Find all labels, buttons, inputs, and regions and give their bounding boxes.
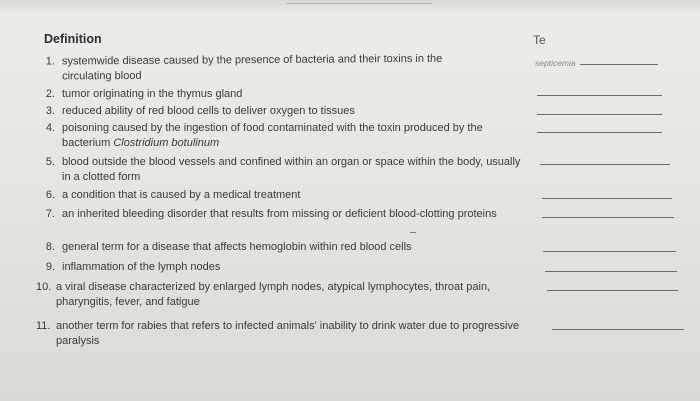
answer-line-6[interactable] [542, 198, 672, 199]
term-answer-sample: septicemia [535, 58, 576, 68]
item-number: 2. [45, 88, 55, 100]
answer-line-3[interactable] [537, 114, 662, 115]
item-text: inflammation of the lymph nodes [62, 261, 221, 273]
item-text: systemwide disease caused by the presence of bacteria and their toxins in the circulating blood [61, 52, 443, 83]
answer-line-8[interactable] [543, 251, 676, 252]
item-number: 5. [45, 156, 55, 168]
organism-name: Clostridium botulinum [113, 137, 220, 149]
item-text: blood outside the blood vessels and confined within an organ or space within the body, usually in a clotted form [62, 156, 521, 183]
item-text: tumor originating in the thymus gland [62, 88, 243, 100]
stray-mark [410, 232, 416, 233]
item-number: 11. [36, 320, 51, 332]
definition-item-8 [42, 240, 492, 255]
item-text: a condition that is caused by a medical treatment [62, 189, 301, 201]
item-number: 1. [45, 55, 55, 68]
item-number: 10. [36, 281, 52, 293]
definition-item-4 [42, 121, 512, 151]
definition-item-11 [36, 319, 536, 349]
answer-line-4[interactable] [537, 132, 662, 133]
term-heading: Te [533, 33, 546, 47]
item-number: 7. [45, 208, 55, 220]
item-text: a viral disease characterized by enlarged lymph nodes, atypical lymphocytes, throat pain, pharyngitis, fever, and fatigue [56, 281, 491, 308]
answer-line-5[interactable] [540, 164, 670, 165]
answer-line-7[interactable] [542, 217, 674, 218]
answer-line-2[interactable] [537, 95, 662, 96]
item-number: 6. [45, 189, 55, 201]
item-text: general term for a disease that affects hemoglobin within red blood cells [62, 241, 412, 253]
item-number: 9. [45, 261, 55, 273]
item-number: 3. [45, 105, 55, 117]
item-text: reduced ability of red blood cells to deliver oxygen to tissues [62, 105, 355, 117]
definition-item-9 [42, 260, 492, 275]
item-text: an inherited bleeding disorder that results from missing or deficient blood-clotting proteins [62, 208, 497, 220]
item-number: 8. [45, 241, 55, 253]
top-rule [286, 3, 432, 4]
item-text: poisoning caused by the ingestion of food contaminated with the toxin produced by the bacterium Clostridium botulinum [62, 122, 483, 149]
answer-line-1[interactable] [580, 64, 658, 65]
definition-item-2 [42, 87, 492, 102]
definition-item-1 [42, 51, 492, 84]
definition-item-7 [42, 207, 512, 222]
item-number: 4. [45, 122, 55, 134]
item-text: another term for rabies that refers to infected animals' inability to drink water due to progressive paralysis [56, 320, 520, 347]
answer-line-10[interactable] [547, 290, 678, 291]
definition-item-6 [42, 188, 492, 203]
answer-line-11[interactable] [552, 329, 684, 330]
definition-heading: Definition [44, 32, 102, 46]
answer-line-9[interactable] [545, 271, 677, 272]
definition-item-10 [36, 280, 516, 310]
definition-item-5 [42, 155, 532, 185]
definition-item-3 [42, 104, 492, 119]
